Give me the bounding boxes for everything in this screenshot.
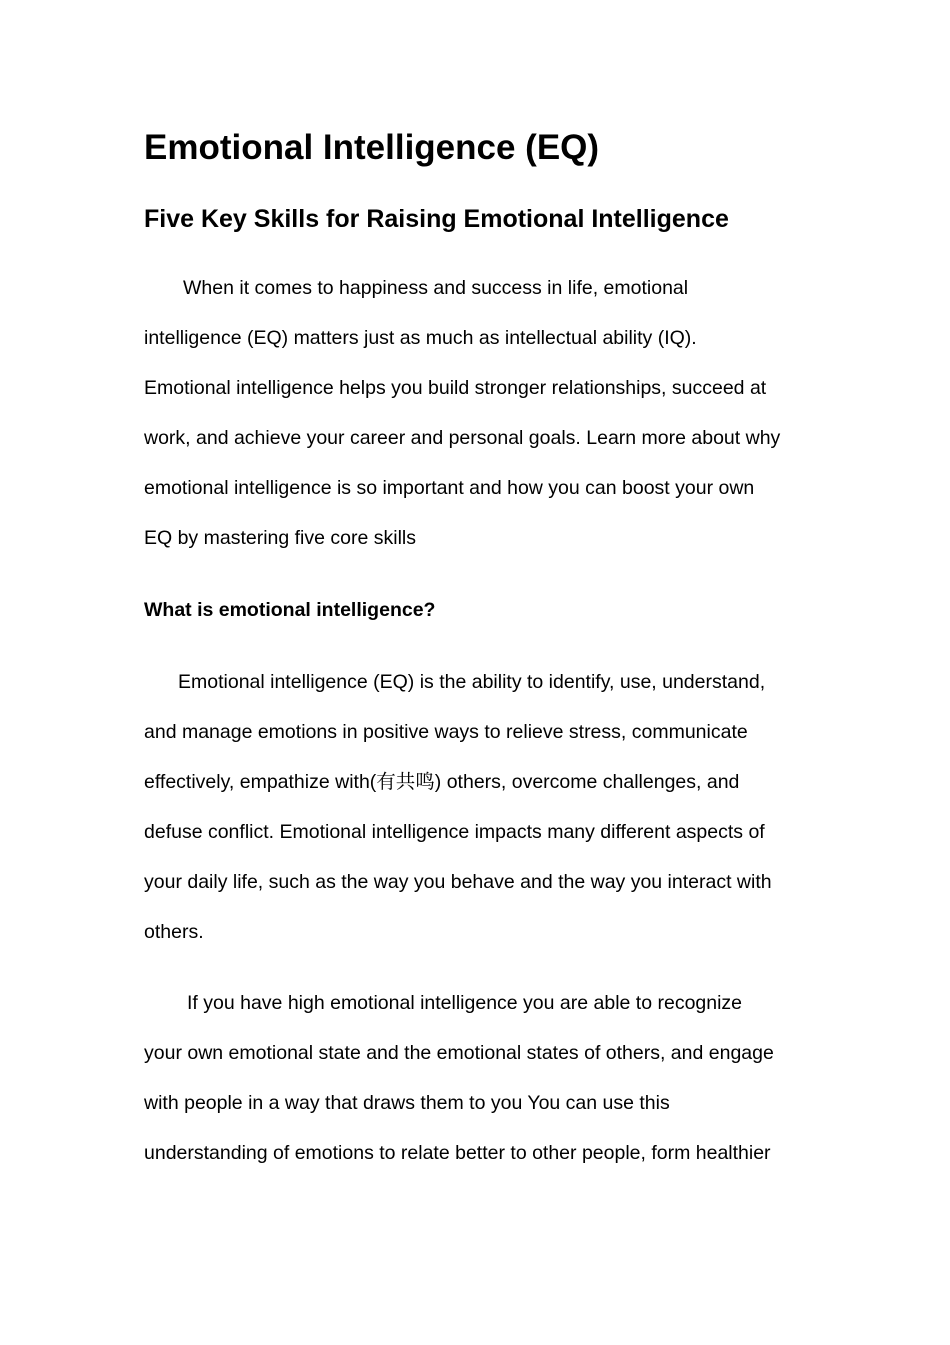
paragraph-line: defuse conflict. Emotional intelligence impacts many different aspects of	[144, 821, 765, 843]
paragraph-line: understanding of emotions to relate better to other people, form healthier	[144, 1142, 771, 1164]
paragraph-line: intelligence (EQ) matters just as much as intellectual ability (IQ).	[144, 327, 697, 349]
intro-paragraph	[144, 263, 780, 563]
paragraph-line: Emotional intelligence helps you build stronger relationships, succeed at	[144, 377, 767, 399]
paragraph-line: effectively, empathize with(有共鸣) others, overcome challenges, and	[144, 771, 740, 793]
document-subtitle: Five Key Skills for Raising Emotional Intelligence	[144, 205, 729, 233]
paragraph-line: others.	[144, 921, 204, 943]
definition-paragraph	[144, 657, 772, 957]
paragraph-line: emotional intelligence is so important and how you can boost your own	[144, 477, 755, 499]
high-eq-paragraph	[144, 978, 774, 1178]
paragraph-line: EQ by mastering five core skills	[144, 527, 417, 549]
paragraph-line: with people in a way that draws them to you You can use this	[144, 1092, 670, 1114]
document-title: Emotional Intelligence (EQ)	[144, 128, 600, 167]
paragraph-line: your daily life, such as the way you behave and the way you interact with	[144, 871, 772, 893]
paragraph-line: your own emotional state and the emotional states of others, and engage	[144, 1042, 774, 1064]
paragraph-line: When it comes to happiness and success in life, emotional	[183, 277, 689, 299]
paragraph-line: work, and achieve your career and personal goals. Learn more about why	[144, 427, 781, 449]
paragraph-line: and manage emotions in positive ways to relieve stress, communicate	[144, 721, 748, 743]
paragraph-line: If you have high emotional intelligence you are able to recognize	[187, 992, 743, 1014]
paragraph-line: Emotional intelligence (EQ) is the ability to identify, use, understand,	[178, 671, 766, 693]
section-heading: What is emotional intelligence?	[144, 599, 436, 621]
